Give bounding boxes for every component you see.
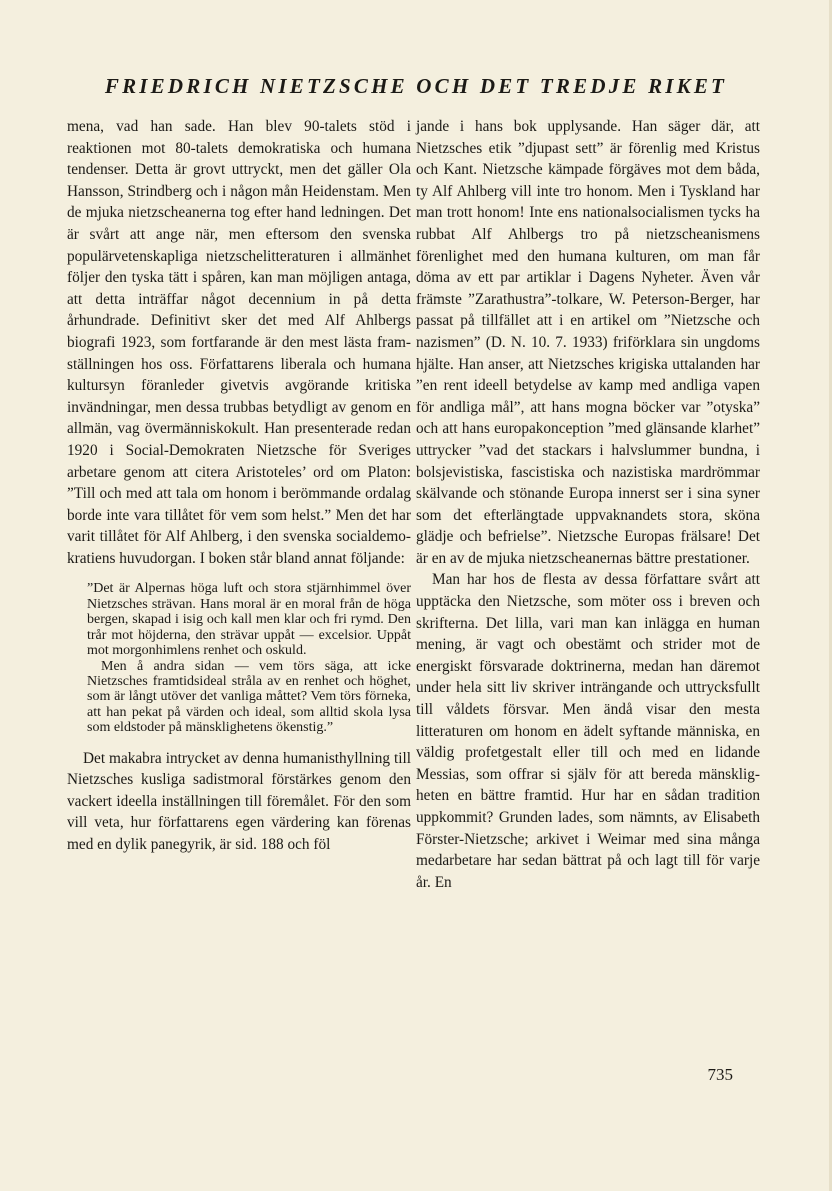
right-paragraph-2: Man har hos de flesta av dessa författare svårt att upptäcka den Nietzsche, som möter oss i breven och skrifterna. Det lilla, vari man kan inlägga en human mening, är vagt och obestämt och strider mot de energiskt försvarade doktrinerna, medan han däremot under hela sitt liv skriver inträngande och uttrycksfullt till våldets försvar. Men ändå visar den mesta litteraturen om honom en ädelt syftande människa, en väldig profetgestalt eller till och med en lidande Messias, som offrar si själv för att bereda mänskligheten en bättre framtid. Hur har en sådan tradition uppkommit? Grunden lades, som nämnts, av Elisabeth Förster-Nietzsche; arkivet i Weimar med sina många medarbetare har sedan bättrat på och lagt till för varje år. En xyxy=(416,571,760,891)
right-column xyxy=(416,116,760,893)
right-paragraph-1: jande i hans bok upplysande. Han säger där, att Nietzsches etik ”djupast sett” är förenlig med Kristus och Kant. Nietzsche kämpade förgäves mot dem båda, ty Alf Ahlberg vill inte tro honom. Men i Tyskland har man trott honom! Inte ens nationalsocialismen tycks ha rubbat Alf Ahlbergs tro på nietzscheanismens förenlighet med den humana kulturen, om man får döma av ett par artiklar i Dagens Nyheter. Även vår främste ”Zarathustra”-tolkare, W. Peterson-Berger, har passat på tillfället att i en artikel om ”Nietzsche och nazismen” (D. N. 10. 7. 1933) friförklara sin ungdoms hjälte. Han anser, att Nietzsches krigiska uttalanden har ”en rent ideell betydelse av kamp med andliga vapen för andliga mål”, att hans mogna böcker var ”otyska” och att hans europakonception ”med glänsande klarhet” uttrycker ”vad det stackars i halvslummer bundna, i bolsjevistiska, fascistiska och nazistiska mardrömmar skälvande och stönande Europa innerst ser i sina syner som det efterlängtade uppvaknandets stora, sköna glädje och befrielse”. Nietzsche Europas frälsare! Det är en av de mjuka nietzscheanernas bättre prestationer. xyxy=(416,118,760,567)
block-quote xyxy=(87,581,411,735)
left-column xyxy=(67,116,411,856)
left-paragraph-2: Det makabra intrycket av denna humanisthyllning till Nietzsches kusliga sadistmoral förstärkes genom den vackert ideella inställningen till föremålet. För den som vill veta, hur författarens egen värdering kan förenas med en dylik panegyrik, är sid. 188 och föl xyxy=(67,749,411,853)
quote-paragraph-2: Men å andra sidan — vem törs säga, att icke Nietzsches framtidsideal stråla av en renhet och höghet, som är långt utöver det vanliga måttet? Vem törs förneka, att han pekat på värden och ideal, som alltid skola lysa som eldstoder på mänsklighetens ökenstig.” xyxy=(87,658,411,736)
running-title: FRIEDRICH NIETZSCHE OCH DET TREDJE RIKET xyxy=(104,74,728,98)
left-paragraph-1: mena, vad han sade. Han blev 90-talets stöd i reaktionen mot 80-talets demokratiska och humana tendenser. Detta är grovt uttryckt, men det gäller Ola Hansson, Strindberg och i någon mån Heidenstam. Men de mjuka nietzscheanerna tog efter hand ledningen. Det är svårt att ange när, men eftersom den svenska populärvetenskapliga nietzschelitteraturen i allmänhet följer den tyska tätt i spåren, kan man möjligen antaga, att detta inträffar något decennium in på detta århundrade. Definitivt sker det med Alf Ahlbergs biografi 1923, som fortfarande är den mest lästa framställningen hos oss. Författarens liberala och humana kultursyn föranleder givetvis avgörande kritiska invändningar, men dessa trubbas betydligt av genom en allmän, vag övermänniskokult. Han presenterade redan 1920 i Social-Demokraten Nietzsche för Sveriges arbetare genom att citera Aristoteles’ ord om Platon: ”Till och med att tala om honom i berömmande ordalag borde inte vara tillåtet för vem som helst.” Men det har varit tillåtet för Alf Ahlberg, i den svenska socialdemokratiens huvudorgan. I boken står bland annat följande: xyxy=(67,118,411,567)
page-number: 735 xyxy=(707,1065,733,1084)
quote-paragraph-1: ”Det är Alpernas höga luft och stora stjärnhimmel över Nietzsches strävan. Hans moral är en moral från de höga bergen, skapad i isig och kall men klar och fri rymd. Den trår mot höjderna, den strävar uppåt — excelsior. Uppåt mot morgonhimlens renhet och oskuld. xyxy=(87,581,411,659)
